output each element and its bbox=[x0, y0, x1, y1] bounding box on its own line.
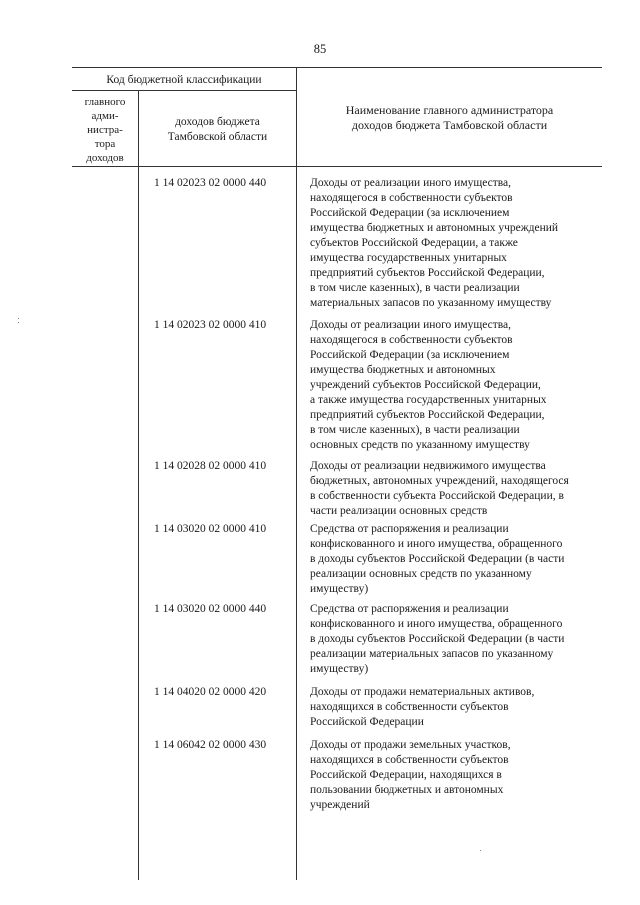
header-col-admin-line: адми- bbox=[91, 110, 119, 122]
column-divider-name bbox=[296, 67, 297, 880]
description-line: в том числе казенных), в части реализации bbox=[310, 282, 520, 294]
row-description bbox=[310, 685, 592, 730]
row-code: 1 14 06042 02 0000 430 bbox=[154, 739, 267, 751]
description-line: Доходы от реализации недвижимого имущества bbox=[310, 460, 546, 472]
header-col-admin-line: доходов bbox=[86, 152, 124, 164]
header-col-name bbox=[297, 103, 602, 133]
header-col-income-line: доходов бюджета bbox=[175, 116, 260, 128]
description-line: материальных запасов по указанному имуществу bbox=[310, 297, 552, 309]
header-col-admin-line: главного bbox=[84, 96, 126, 108]
description-line: Российской Федерации (за исключением bbox=[310, 349, 510, 361]
description-line: учреждений субъектов Российской Федерации, bbox=[310, 379, 541, 391]
header-bottom-rule bbox=[72, 166, 602, 167]
header-col-income-line: Тамбовской области bbox=[167, 131, 268, 143]
description-line: находящегося в собственности субъектов bbox=[310, 192, 513, 204]
description-line: части реализации основных средств bbox=[310, 505, 488, 517]
description-line: Средства от распоряжения и реализации bbox=[310, 523, 509, 535]
description-line: в собственности субъекта Российской Федерации, в bbox=[310, 490, 564, 502]
description-line: бюджетных, автономных учреждений, находящегося bbox=[310, 475, 569, 487]
description-line: находящихся в собственности субъектов bbox=[310, 754, 509, 766]
description-line: в доходы субъектов Российской Федерации (в части bbox=[310, 633, 565, 645]
row-description bbox=[310, 318, 592, 453]
scan-speck bbox=[18, 318, 19, 319]
description-line: в том числе казенных), в части реализации bbox=[310, 424, 520, 436]
description-line: в доходы субъектов Российской Федерации (в части bbox=[310, 553, 565, 565]
row-code: 1 14 02028 02 0000 410 bbox=[154, 460, 267, 472]
header-group-rule bbox=[72, 90, 296, 91]
row-code: 1 14 04020 02 0000 420 bbox=[154, 686, 267, 698]
header-col-admin bbox=[72, 95, 138, 165]
description-line: имущества бюджетных и автономных учреждений bbox=[310, 222, 559, 234]
scan-speck bbox=[18, 322, 19, 323]
description-line: предприятий субъектов Российской Федерации, bbox=[310, 409, 545, 421]
row-description bbox=[310, 459, 592, 519]
description-line: Российской Федерации (за исключением bbox=[310, 207, 510, 219]
header-col-admin-line: нистра- bbox=[87, 124, 123, 136]
description-line: имуществу) bbox=[310, 663, 369, 675]
description-line: конфискованного и иного имущества, обращенного bbox=[310, 618, 563, 630]
description-line: основных средств по указанному имуществу bbox=[310, 439, 530, 451]
description-line: находящегося в собственности субъектов bbox=[310, 334, 513, 346]
description-line: конфискованного и иного имущества, обращенного bbox=[310, 538, 563, 550]
page-number: 85 bbox=[313, 42, 327, 56]
description-line: Средства от распоряжения и реализации bbox=[310, 603, 509, 615]
description-line: имуществу) bbox=[310, 583, 369, 595]
description-line: учреждений bbox=[310, 799, 370, 811]
description-line: реализации основных средств по указанному bbox=[310, 568, 532, 580]
description-line: Доходы от реализации иного имущества, bbox=[310, 177, 511, 189]
row-code: 1 14 03020 02 0000 410 bbox=[154, 523, 267, 535]
row-description bbox=[310, 176, 592, 311]
description-line: находящихся в собственности субъектов bbox=[310, 701, 509, 713]
description-line: Российской Федерации bbox=[310, 716, 424, 728]
description-line: реализации материальных запасов по указанному bbox=[310, 648, 554, 660]
header-col-name-line: Наименование главного администратора bbox=[345, 103, 554, 117]
description-line: субъектов Российской Федерации, а также bbox=[310, 237, 518, 249]
row-code: 1 14 03020 02 0000 440 bbox=[154, 603, 267, 615]
description-line: Доходы от реализации иного имущества, bbox=[310, 319, 511, 331]
description-line: предприятий субъектов Российской Федерации, bbox=[310, 267, 545, 279]
description-line: пользовании бюджетных и автономных bbox=[310, 784, 504, 796]
row-description bbox=[310, 738, 592, 813]
description-line: имущества бюджетных и автономных bbox=[310, 364, 496, 376]
row-code: 1 14 02023 02 0000 440 bbox=[154, 177, 267, 189]
description-line: Доходы от продажи земельных участков, bbox=[310, 739, 511, 751]
column-divider-admin bbox=[138, 90, 139, 880]
description-line: Доходы от продажи нематериальных активов, bbox=[310, 686, 535, 698]
header-col-name-line: доходов бюджета Тамбовской области bbox=[351, 118, 548, 132]
row-code: 1 14 02023 02 0000 410 bbox=[154, 319, 267, 331]
description-line: а также имущества государственных унитарных bbox=[310, 394, 547, 406]
description-line: имущества государственных унитарных bbox=[310, 252, 507, 264]
row-description bbox=[310, 522, 592, 597]
header-col-admin-line: тора bbox=[94, 138, 116, 150]
header-group-title: Код бюджетной классификации bbox=[106, 74, 262, 86]
description-line: Российской Федерации, находящихся в bbox=[310, 769, 502, 781]
row-description bbox=[310, 602, 592, 677]
header-col-income bbox=[139, 115, 296, 145]
table-top-rule bbox=[72, 67, 602, 68]
scan-speck bbox=[480, 850, 481, 851]
